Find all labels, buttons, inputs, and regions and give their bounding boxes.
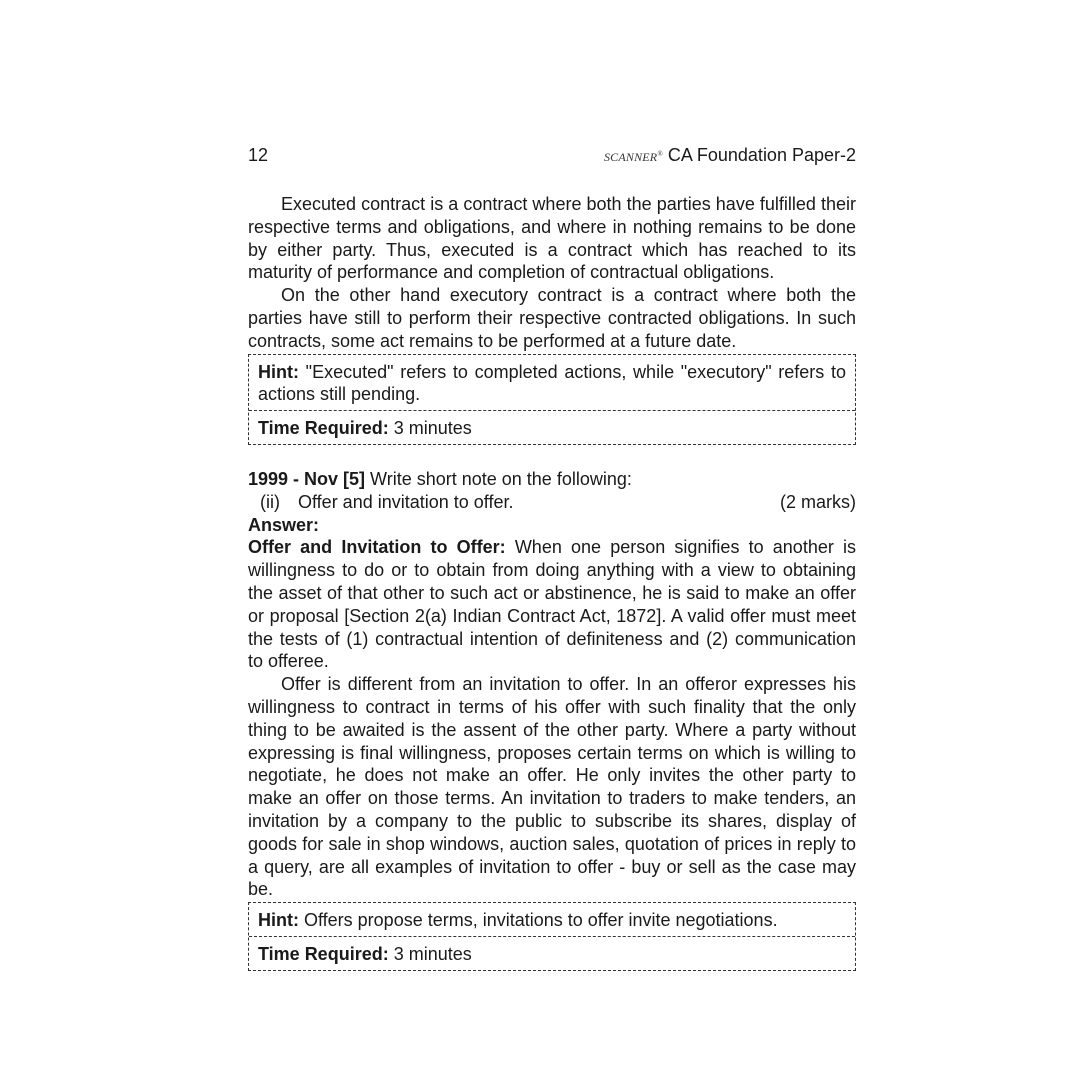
hint-row — [249, 903, 855, 936]
page-number: 12 — [248, 145, 269, 166]
question-marks: (2 marks) — [780, 491, 856, 512]
offer-definition-paragraph — [248, 536, 856, 673]
time-required-row — [249, 936, 855, 970]
brand-mark: ® — [657, 150, 663, 158]
answer-heading: Offer and Invitation to Offer: — [248, 537, 506, 558]
question-item-text: Offer and invitation to offer. — [298, 491, 514, 512]
hint-row — [249, 355, 855, 411]
time-required-value: 3 minutes — [388, 418, 472, 439]
hint-label: Hint: — [258, 361, 299, 382]
book-title: CA Foundation Paper-2 — [667, 145, 856, 166]
question-reference: 1999 - Nov [5] — [248, 468, 366, 489]
book-page — [248, 143, 856, 971]
hint-box — [248, 902, 856, 971]
hint-text: "Executed" refers to completed actions, while "executory" refers to actions still pending. — [258, 361, 846, 405]
question-item-number: (ii) — [260, 491, 280, 512]
hint-text: Offers propose terms, invitations to offer invite negotiations. — [298, 910, 778, 931]
question-item-text-group — [248, 491, 513, 514]
question-item — [248, 491, 856, 514]
hint-label: Hint: — [258, 910, 299, 931]
page-header — [248, 143, 856, 167]
hint-box — [248, 354, 856, 445]
brand-text: SCANNER — [603, 150, 658, 164]
question — [248, 468, 856, 536]
time-required-label: Time Required: — [258, 943, 389, 964]
time-required-label: Time Required: — [258, 418, 389, 439]
answer-label: Answer: — [248, 514, 320, 535]
offer-definition-text: When one person signifies to another is willingness to do or to obtain from doing anything with a view to obtaining the asset of that other to such act or abstinence, he is said to make an offer or proposal [Section 2(a) Indian Contract Act, 1872]. A valid offer must meet the tests of (1) contractual intention of definiteness and (2) communication to offeree. — [248, 537, 856, 672]
offer-vs-invitation-paragraph: Offer is different from an invitation to offer. In an offeror expresses his willingness to contract in terms of his offer with such finality that the only thing to be awaited is the assent of the other party. Where a party without expressing is final willingness, proposes certain terms on which is willing to negotiate, he does not make an offer. He only invites the other party to make an offer on those terms. An invitation to traders to make tenders, an invitation by a company to the public to subscribe its shares, display of goods for sale in shop windows, auction sales, quotation of prices in reply to a query, are all examples of invitation to offer - buy or sell as the case may be. — [248, 674, 856, 900]
time-required-value: 3 minutes — [388, 943, 472, 964]
question-line — [248, 468, 856, 491]
executory-contract-paragraph: On the other hand executory contract is a contract where both the parties have still to perform their respective contracted obligations. In such contracts, some act remains to be performed at a future date. — [248, 285, 856, 351]
running-head — [604, 144, 856, 167]
time-required-row — [249, 410, 855, 444]
scanner-logo — [604, 147, 663, 167]
executed-contract-paragraph: Executed contract is a contract where both the parties have fulfilled their respective terms and obligations, and where in nothing remains to be done by either party. Thus, executed is a contract which has reached to its maturity of performance and completion of contractual obligations. — [248, 194, 856, 283]
question-prompt: Write short note on the following: — [365, 468, 632, 489]
